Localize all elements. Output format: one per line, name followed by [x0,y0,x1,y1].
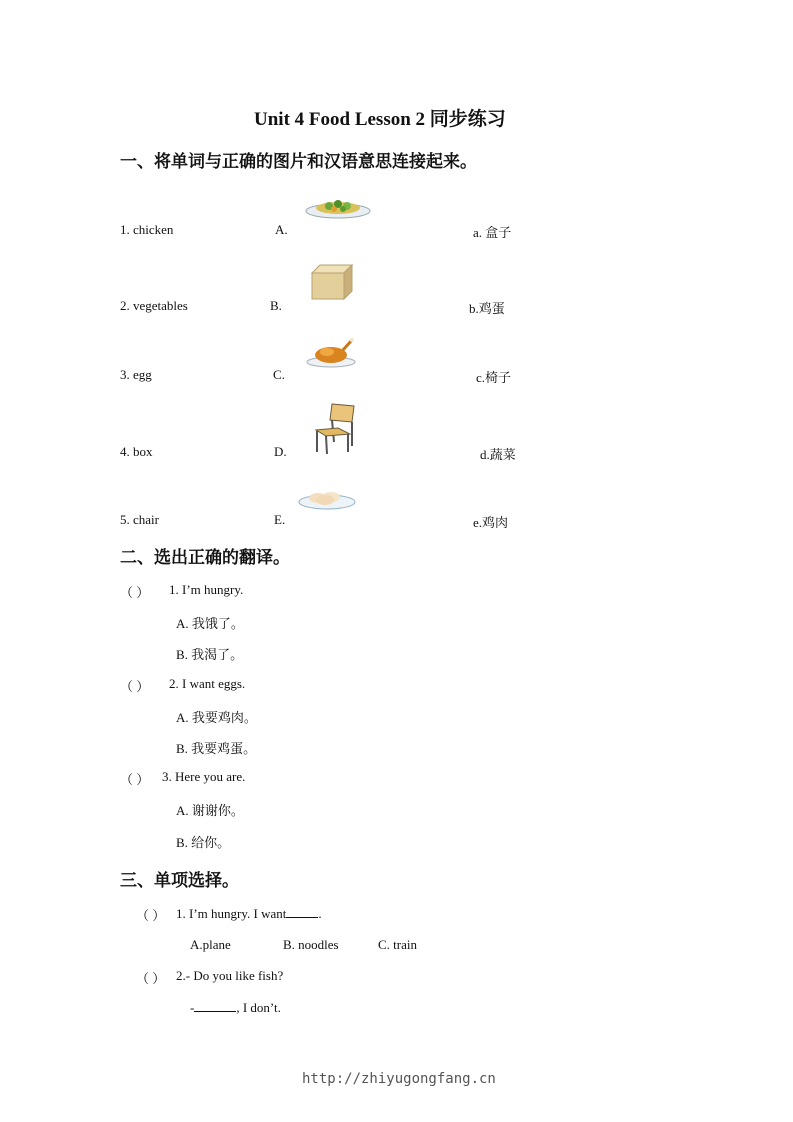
question-text: 3. Here you are. [162,769,246,784]
picture-letter: E. [274,512,286,527]
answer-bracket[interactable]: （ ） [136,971,166,986]
question-stem: 1. I’m hungry. I want [176,906,287,921]
question-text: 2.- Do you like fish? [176,968,284,983]
section-1-heading: 一、将单词与正确的图片和汉语意思连接起来。 [120,152,477,172]
question-end: . [318,906,322,921]
meaning-item: c.椅子 [476,370,512,385]
option-a: A. 谢谢你。 [176,803,244,818]
chair-icon [312,402,356,456]
picture-letter: B. [270,298,282,313]
option-a: A. 我要鸡肉。 [176,710,257,725]
footer-url[interactable]: http://zhiyugongfang.cn [302,1071,496,1087]
picture-letter: A. [275,222,288,237]
option-c: C. train [378,937,417,952]
page-title: Unit 4 Food Lesson 2 同步练习 [254,109,506,130]
answer-bracket[interactable]: （ ） [120,772,150,787]
answer-blank[interactable] [286,905,318,918]
box-icon [310,263,354,301]
meaning-item: b.鸡蛋 [469,301,505,316]
answer-bracket[interactable]: （ ） [136,908,166,923]
picture-letter: D. [274,444,287,459]
answer-prefix: - [190,1000,195,1015]
vegetables-plate-icon [305,194,371,220]
word-item: 1. chicken [120,222,174,237]
answer-line [190,999,281,1016]
option-a: A.plane [190,937,231,952]
question-text: 1. I’m hungry. [169,582,244,597]
word-item: 2. vegetables [120,298,188,313]
meaning-item: e.鸡肉 [473,515,509,530]
option-a: A. 我饿了。 [176,616,244,631]
section-3-heading: 三、单项选择。 [120,871,239,891]
meaning-item: d.蔬菜 [480,447,516,462]
word-item: 4. box [120,444,153,459]
answer-suffix: , I don’t. [236,1000,281,1015]
option-b: B. 我渴了。 [176,647,244,662]
answer-bracket[interactable]: （ ） [120,679,150,694]
question-text [176,905,322,922]
roast-chicken-icon [305,336,357,368]
answer-blank[interactable] [194,999,236,1012]
word-item: 5. chair [120,512,159,527]
option-b: B. noodles [283,937,339,952]
answer-bracket[interactable]: （ ） [120,585,150,600]
section-2-heading: 二、选出正确的翻译。 [120,548,290,568]
option-b: B. 给你。 [176,835,231,850]
word-item: 3. egg [120,367,152,382]
meaning-item: a. 盒子 [473,225,512,240]
eggs-plate-icon [298,485,356,511]
option-b: B. 我要鸡蛋。 [176,741,257,756]
picture-letter: C. [273,367,285,382]
question-text: 2. I want eggs. [169,676,246,691]
